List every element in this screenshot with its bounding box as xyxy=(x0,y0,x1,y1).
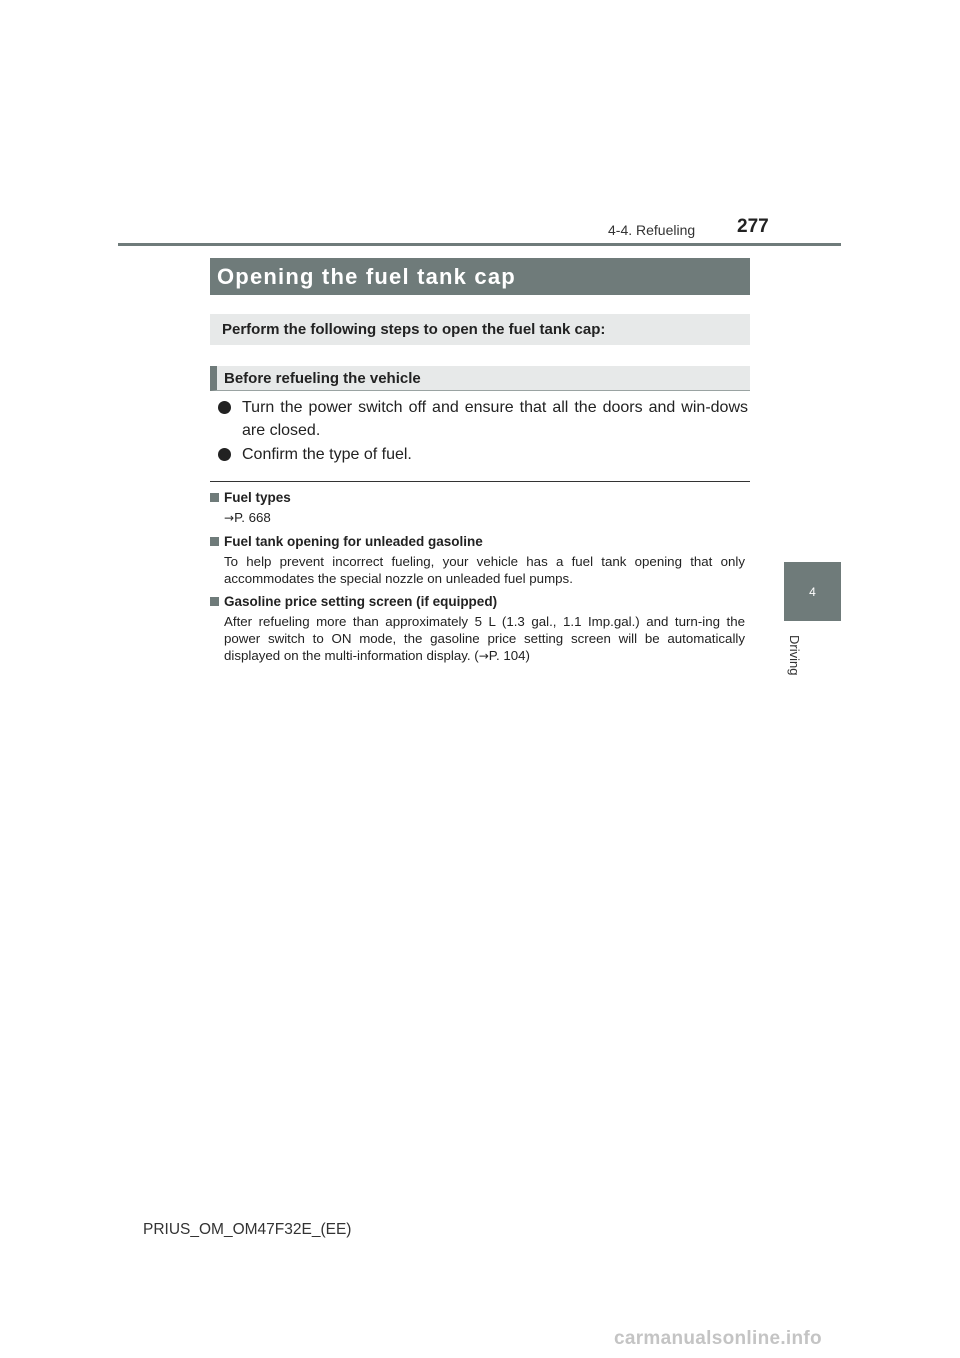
note-heading xyxy=(210,489,745,506)
note-fuel-tank-opening xyxy=(210,533,745,587)
subheading xyxy=(210,366,750,391)
page-number: 277 xyxy=(737,216,769,237)
note-heading-text: Gasoline price setting screen (if equipped) xyxy=(224,594,498,609)
note-body xyxy=(210,509,745,527)
header-rule xyxy=(118,243,841,246)
note-fuel-types xyxy=(210,489,745,527)
section-divider xyxy=(210,481,750,482)
arrow-icon: → xyxy=(478,649,489,663)
chapter-name: Driving xyxy=(787,635,802,676)
intro-text: Perform the following steps to open the fuel tank cap: xyxy=(222,321,606,338)
section-label: 4-4. Refueling xyxy=(608,222,696,238)
bullet-dot-icon xyxy=(218,448,231,461)
bullet-text: Turn the power switch off and ensure that all the doors and win-dows are closed. xyxy=(242,399,748,439)
notes-section xyxy=(210,489,745,671)
bullet-list xyxy=(218,396,748,467)
footer-document-code: PRIUS_OM_OM47F32E_(EE) xyxy=(143,1221,352,1238)
note-gasoline-price xyxy=(210,593,745,665)
square-bullet-icon xyxy=(210,597,219,606)
chapter-tab xyxy=(784,562,841,621)
square-bullet-icon xyxy=(210,493,219,502)
watermark: carmanualsonline.info xyxy=(614,1328,822,1349)
page-reference-link[interactable]: P. 104) xyxy=(488,648,530,663)
subheading-text: Before refueling the vehicle xyxy=(224,369,421,387)
square-bullet-icon xyxy=(210,537,219,546)
page-reference-link[interactable]: P. 668 xyxy=(234,510,271,525)
bullet-text: Confirm the type of fuel. xyxy=(242,446,412,463)
page-title xyxy=(210,258,750,295)
page-title-text: Opening the fuel tank cap xyxy=(217,263,516,289)
note-heading-text: Fuel tank opening for unleaded gasoline xyxy=(224,534,483,549)
note-body: To help prevent incorrect fueling, your vehicle has a fuel tank opening that only accommodates the special nozzle on unleaded fuel pumps. xyxy=(224,554,745,586)
list-item xyxy=(218,443,748,466)
chapter-number: 4 xyxy=(809,584,816,599)
intro-box xyxy=(210,314,750,345)
note-body-text: After refueling more than approximately 5 L (1.3 gal., 1.1 Imp.gal.) and turn-ing the power switch to ON mode, the gasoline price setting screen will be automatically displayed on the multi-information display. ( xyxy=(224,614,745,663)
arrow-icon: → xyxy=(224,511,235,525)
bullet-dot-icon xyxy=(218,401,231,414)
note-body xyxy=(210,613,745,665)
list-item xyxy=(218,396,748,442)
note-heading xyxy=(210,533,745,550)
note-heading xyxy=(210,593,745,610)
note-heading-text: Fuel types xyxy=(224,490,291,505)
